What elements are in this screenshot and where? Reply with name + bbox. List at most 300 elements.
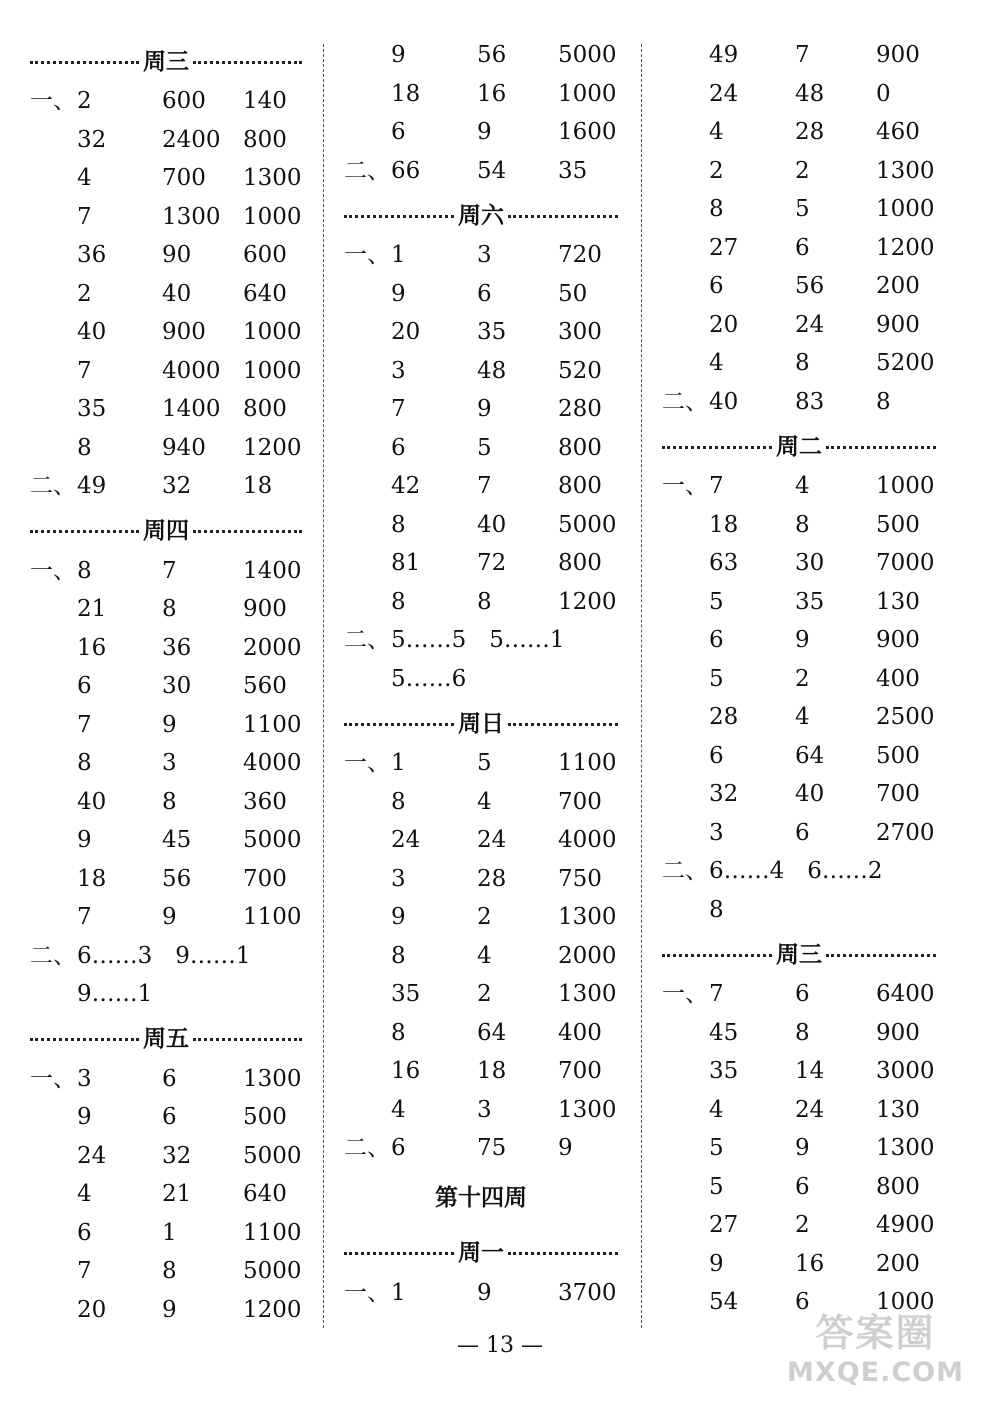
- day-heading-label: 周四: [143, 518, 189, 544]
- dotted-leader: [193, 61, 302, 64]
- answer-value: 200: [876, 273, 920, 299]
- answer-value: 1400: [162, 396, 221, 422]
- answer-value: 8: [162, 788, 177, 815]
- answer-value: 8: [162, 1258, 177, 1284]
- answer-row: [30, 236, 302, 275]
- answer-value: 18: [77, 865, 107, 892]
- answer-value: 9: [162, 1296, 177, 1323]
- answer-column-2: [344, 36, 618, 1312]
- answer-row: [344, 1274, 618, 1313]
- answer-value: 280: [558, 396, 602, 422]
- answer-row: [344, 152, 618, 191]
- answer-value: 7: [709, 473, 724, 499]
- answer-value: 6: [795, 234, 810, 261]
- answer-text-row: [344, 621, 618, 660]
- answer-value: 6: [77, 673, 92, 699]
- dotted-leader: [193, 530, 302, 533]
- answer-value: 4: [709, 119, 724, 145]
- answer-value: 2: [77, 88, 92, 114]
- answer-row: [662, 583, 936, 622]
- answer-value: 4: [391, 1096, 406, 1123]
- day-heading: [344, 190, 618, 236]
- answer-value: 8: [795, 350, 810, 376]
- question-number: 二、: [344, 1135, 390, 1161]
- question-number: 二、: [344, 157, 390, 184]
- answer-value: 500: [876, 742, 920, 769]
- answer-value: 66: [391, 157, 421, 184]
- answer-row: [30, 121, 302, 160]
- answer-value: 7: [77, 711, 92, 738]
- answer-value: 16: [795, 1250, 825, 1277]
- answer-value: 35: [77, 396, 107, 422]
- answer-row: [344, 583, 618, 622]
- answer-value: 700: [243, 865, 287, 892]
- answer-value: 4: [795, 704, 810, 730]
- answer-row: [30, 1060, 302, 1099]
- answer-value: 8: [391, 511, 406, 538]
- day-heading: [30, 506, 302, 552]
- answer-column-3: [662, 36, 936, 1322]
- answer-value: 24: [709, 80, 739, 107]
- answer-value: 4000: [558, 827, 617, 853]
- answer-value: 4: [709, 350, 724, 376]
- answer-value: 700: [558, 1058, 602, 1084]
- answer-value: 40: [162, 280, 192, 307]
- answer-value: 1100: [243, 904, 302, 930]
- answer-value: 30: [795, 550, 825, 576]
- answer-row: [30, 1214, 302, 1253]
- answer-value: 900: [876, 1019, 920, 1046]
- answer-value: 800: [558, 550, 602, 576]
- answer-value: 24: [391, 827, 421, 853]
- answer-value: 600: [243, 242, 287, 268]
- answer-value: 3: [162, 750, 177, 776]
- answer-value: 7: [77, 203, 92, 230]
- dotted-leader: [344, 1252, 454, 1255]
- answer-value: 5000: [558, 42, 617, 68]
- day-heading-label: 周日: [458, 710, 504, 737]
- question-number: 一、: [30, 1065, 76, 1092]
- answer-value: 1200: [243, 1296, 302, 1323]
- answer-value: 3: [477, 242, 492, 268]
- answer-value: 56: [162, 865, 192, 892]
- answer-value: 520: [558, 357, 602, 384]
- answer-value: 560: [243, 673, 287, 699]
- answer-value: 2: [795, 157, 810, 184]
- answer-value: 2000: [243, 634, 302, 661]
- answer-value: 63: [709, 550, 739, 576]
- answer-row: [662, 1052, 936, 1091]
- answer-row: [344, 236, 618, 275]
- answer-value: 8: [477, 588, 492, 615]
- answer-text-row: [344, 660, 618, 699]
- answer-value: 35: [391, 981, 421, 1007]
- answer-value: 9: [77, 827, 92, 853]
- answer-row: [344, 975, 618, 1014]
- answer-value: 130: [876, 588, 920, 615]
- answer-value: 4: [77, 1181, 92, 1207]
- answer-row: [344, 36, 618, 75]
- answer-row: [662, 1206, 936, 1245]
- question-number: 一、: [30, 88, 76, 114]
- answer-value: 500: [243, 1104, 287, 1130]
- dotted-leader: [344, 215, 454, 218]
- answer-value: 45: [709, 1019, 739, 1046]
- answer-row: [662, 660, 936, 699]
- answer-value: 18: [709, 511, 739, 538]
- answer-value: 9: [162, 711, 177, 738]
- answer-value: 32: [709, 781, 739, 807]
- answer-value: 140: [243, 88, 287, 114]
- answer-value: 6: [391, 119, 406, 145]
- answer-row: [662, 344, 936, 383]
- answer-value: 4: [477, 942, 492, 969]
- answer-value: 600: [162, 88, 206, 114]
- answer-value: 1400: [243, 557, 302, 584]
- answer-value: 3: [477, 1096, 492, 1123]
- answer-value: 200: [876, 1250, 920, 1277]
- answer-row: [344, 429, 618, 468]
- answer-value: 5200: [876, 350, 935, 376]
- answer-value: 8: [77, 557, 92, 584]
- question-number: 二、: [662, 388, 708, 415]
- day-heading: [662, 929, 936, 975]
- answer-value: 1: [162, 1219, 177, 1246]
- answer-value: 9: [477, 1279, 492, 1306]
- answer-value: 16: [477, 80, 507, 107]
- answer-value: 3: [391, 357, 406, 384]
- answer-value: 5: [709, 1135, 724, 1161]
- answer-value: 40: [477, 511, 507, 538]
- answer-value: 1100: [243, 711, 302, 738]
- answer-value: 75: [477, 1135, 507, 1161]
- answer-value: 900: [876, 42, 920, 68]
- answer-value: 6: [709, 627, 724, 653]
- answer-row: [344, 860, 618, 899]
- answer-row: [30, 706, 302, 745]
- answer-value: 56: [477, 42, 507, 68]
- answer-row: [344, 1052, 618, 1091]
- answer-value: 8: [162, 596, 177, 622]
- answer-value: 28: [477, 865, 507, 892]
- answer-value: 1200: [876, 234, 935, 261]
- answer-value: 1: [391, 242, 406, 268]
- answer-value: 7: [77, 904, 92, 930]
- answer-value: 500: [876, 511, 920, 538]
- watermark-logo: [787, 1302, 964, 1388]
- answer-value: 8: [876, 388, 891, 415]
- answer-value: 6400: [876, 981, 935, 1007]
- dotted-leader: [826, 446, 936, 449]
- answer-value: 5000: [243, 827, 302, 853]
- day-heading: [30, 1014, 302, 1060]
- answer-value: 2500: [876, 704, 935, 730]
- answer-value: 72: [477, 550, 507, 576]
- answer-value: 83: [795, 388, 825, 415]
- answer-value: 18: [243, 473, 273, 499]
- answer-row: [344, 75, 618, 114]
- answer-value: 300: [558, 319, 602, 345]
- day-heading-label: 周三: [776, 941, 822, 968]
- watermark-sub: MXQE.COM: [787, 1357, 964, 1388]
- answer-row: [344, 313, 618, 352]
- answer-value: 6: [77, 1219, 92, 1246]
- answer-value: 940: [162, 434, 206, 461]
- answer-value: 24: [795, 311, 825, 338]
- answer-value: 3: [709, 819, 724, 846]
- answer-value: 1000: [243, 319, 302, 345]
- answer-value: 6: [795, 981, 810, 1007]
- answer-value: 49: [77, 473, 107, 499]
- day-heading: [662, 421, 936, 467]
- answer-value: 1100: [243, 1219, 302, 1246]
- day-heading-label: 周三: [143, 48, 189, 75]
- answer-value: 7: [795, 42, 810, 68]
- answer-value: 2: [709, 157, 724, 184]
- answer-value: 48: [795, 80, 825, 107]
- answer-value: 2: [77, 280, 92, 307]
- answer-value: 48: [477, 357, 507, 384]
- answer-value: 7: [77, 1258, 92, 1284]
- dotted-leader: [826, 954, 936, 957]
- answer-value: 4: [77, 165, 92, 191]
- week-heading: 第十四周: [435, 1184, 527, 1211]
- answer-value: 8: [391, 788, 406, 815]
- answer-value: 54: [477, 157, 507, 184]
- answer-value: 1300: [558, 1096, 617, 1123]
- answer-value: 42: [391, 473, 421, 499]
- answer-row: [662, 814, 936, 853]
- answer-value: 5000: [558, 511, 617, 538]
- answer-value: 35: [477, 319, 507, 345]
- answer-value: 3000: [876, 1058, 935, 1084]
- answer-value: 640: [243, 1181, 287, 1207]
- answer-column-1: [30, 36, 302, 1329]
- answer-row: [662, 383, 936, 422]
- answer-value: 7: [709, 981, 724, 1007]
- answer-value: 360: [243, 788, 287, 815]
- answer-value: 32: [162, 473, 192, 499]
- answer-value: 54: [709, 1289, 739, 1315]
- answer-value: 1300: [243, 1065, 302, 1092]
- answer-row: [344, 544, 618, 583]
- answer-row: [344, 1091, 618, 1130]
- answer-row: [662, 1168, 936, 1207]
- answer-value: 50: [558, 280, 588, 307]
- answer-value: 7: [162, 557, 177, 584]
- answer-value: 24: [77, 1142, 107, 1169]
- answer-row: [662, 1245, 936, 1284]
- question-number: 一、: [344, 242, 390, 268]
- answer-value: 90: [162, 242, 192, 268]
- answer-row: [662, 36, 936, 75]
- answer-value: 4: [477, 788, 492, 815]
- answer-value: 8: [391, 942, 406, 969]
- answer-row: [344, 506, 618, 545]
- answer-text-row: [662, 891, 936, 930]
- answer-row: [30, 467, 302, 506]
- answer-text-row: [30, 937, 302, 976]
- dotted-leader: [508, 215, 618, 218]
- dotted-leader: [30, 61, 139, 64]
- answer-value: 400: [876, 665, 920, 692]
- answer-value: 35: [709, 1058, 739, 1084]
- answer-row: [30, 429, 302, 468]
- answer-value: 130: [876, 1096, 920, 1123]
- answer-value: 1600: [558, 119, 617, 145]
- answer-value: 64: [795, 742, 825, 769]
- day-heading-label: 周一: [458, 1240, 504, 1266]
- answer-value: 20: [77, 1296, 107, 1323]
- answer-row: [344, 275, 618, 314]
- answer-value: 8: [795, 1019, 810, 1046]
- answer-text: 8: [709, 896, 724, 923]
- day-heading-label: 周六: [458, 202, 504, 229]
- answer-value: 2700: [876, 819, 935, 846]
- answer-value: 2: [795, 665, 810, 692]
- answer-row: [30, 159, 302, 198]
- answer-value: 2000: [558, 942, 617, 969]
- dotted-leader: [344, 723, 454, 726]
- answer-value: 720: [558, 242, 602, 268]
- answer-value: 5: [477, 434, 492, 461]
- question-number: 一、: [344, 1279, 390, 1306]
- answer-value: 700: [162, 165, 206, 191]
- answer-value: 49: [709, 42, 739, 68]
- answer-text: 6……3 9……1: [77, 942, 251, 969]
- answer-row: [662, 75, 936, 114]
- answer-value: 5: [795, 196, 810, 222]
- answer-value: 750: [558, 865, 602, 892]
- answer-value: 1200: [243, 434, 302, 461]
- answer-value: 35: [795, 588, 825, 615]
- answer-text: 9……1: [77, 981, 153, 1007]
- answer-row: [662, 975, 936, 1014]
- answer-value: 700: [558, 788, 602, 815]
- question-number: 二、: [30, 942, 76, 969]
- answer-value: 4900: [876, 1212, 935, 1238]
- answer-value: 45: [162, 827, 192, 853]
- answer-value: 1300: [243, 165, 302, 191]
- answer-value: 6: [391, 434, 406, 461]
- answer-value: 1300: [558, 981, 617, 1007]
- answer-value: 8: [391, 1019, 406, 1046]
- answer-value: 900: [243, 596, 287, 622]
- answer-row: [30, 821, 302, 860]
- answer-value: 6: [391, 1135, 406, 1161]
- answer-value: 800: [243, 396, 287, 422]
- answer-value: 32: [77, 126, 107, 153]
- answer-value: 1: [391, 1279, 406, 1306]
- answer-row: [344, 1014, 618, 1053]
- answer-value: 1300: [876, 157, 935, 184]
- answer-value: 20: [709, 311, 739, 338]
- answer-value: 16: [391, 1058, 421, 1084]
- answer-value: 18: [477, 1058, 507, 1084]
- answer-value: 28: [709, 704, 739, 730]
- answer-row: [30, 1137, 302, 1176]
- question-number: 二、: [662, 858, 708, 884]
- answer-value: 9: [477, 396, 492, 422]
- answer-value: 9: [709, 1250, 724, 1277]
- answer-row: [30, 629, 302, 668]
- answer-value: 3: [77, 1065, 92, 1092]
- answer-value: 21: [77, 596, 107, 622]
- answer-value: 64: [477, 1019, 507, 1046]
- answer-row: [344, 898, 618, 937]
- answer-value: 8: [77, 750, 92, 776]
- dotted-leader: [508, 723, 618, 726]
- answer-row: [30, 313, 302, 352]
- question-number: 一、: [30, 557, 76, 584]
- answer-value: 9: [162, 904, 177, 930]
- answer-row: [30, 352, 302, 391]
- answer-row: [662, 113, 936, 152]
- answer-value: 5: [709, 665, 724, 692]
- answer-value: 800: [558, 473, 602, 499]
- dotted-leader: [193, 1038, 302, 1041]
- answer-value: 9: [795, 1135, 810, 1161]
- answer-row: [30, 390, 302, 429]
- answer-value: 32: [162, 1142, 192, 1169]
- answer-value: 24: [795, 1096, 825, 1123]
- answer-row: [30, 275, 302, 314]
- answer-value: 1000: [876, 1289, 935, 1315]
- answer-value: 800: [558, 434, 602, 461]
- question-number: 一、: [344, 750, 390, 776]
- question-number: 二、: [344, 627, 390, 653]
- answer-value: 7: [391, 396, 406, 422]
- answer-value: 56: [795, 273, 825, 299]
- answer-row: [344, 937, 618, 976]
- answer-row: [662, 306, 936, 345]
- answer-value: 1300: [558, 904, 617, 930]
- dotted-leader: [662, 954, 772, 957]
- answer-value: 3: [391, 865, 406, 892]
- answer-value: 1000: [243, 203, 302, 230]
- answer-value: 7000: [876, 550, 935, 576]
- answer-value: 40: [709, 388, 739, 415]
- answer-row: [344, 1129, 618, 1168]
- answer-row: [344, 744, 618, 783]
- answer-value: 36: [162, 634, 192, 661]
- answer-value: 5: [709, 588, 724, 615]
- answer-value: 6: [795, 1173, 810, 1200]
- answer-value: 1000: [558, 80, 617, 107]
- answer-value: 30: [162, 673, 192, 699]
- question-number: 一、: [662, 981, 708, 1007]
- answer-row: [662, 621, 936, 660]
- answer-value: 5000: [243, 1258, 302, 1284]
- answer-value: 900: [162, 319, 206, 345]
- answer-value: 460: [876, 119, 920, 145]
- answer-row: [30, 1098, 302, 1137]
- answer-row: [662, 1091, 936, 1130]
- answer-row: [30, 1291, 302, 1330]
- answer-row: [344, 467, 618, 506]
- answer-value: 900: [876, 311, 920, 338]
- answer-value: 4: [795, 473, 810, 499]
- answer-value: 81: [391, 550, 421, 576]
- answer-value: 28: [795, 119, 825, 145]
- answer-row: [30, 783, 302, 822]
- answer-row: [662, 190, 936, 229]
- answer-value: 700: [876, 781, 920, 807]
- answer-value: 40: [77, 319, 107, 345]
- answer-value: 1: [391, 750, 406, 776]
- dotted-leader: [508, 1252, 618, 1255]
- answer-value: 0: [876, 80, 891, 107]
